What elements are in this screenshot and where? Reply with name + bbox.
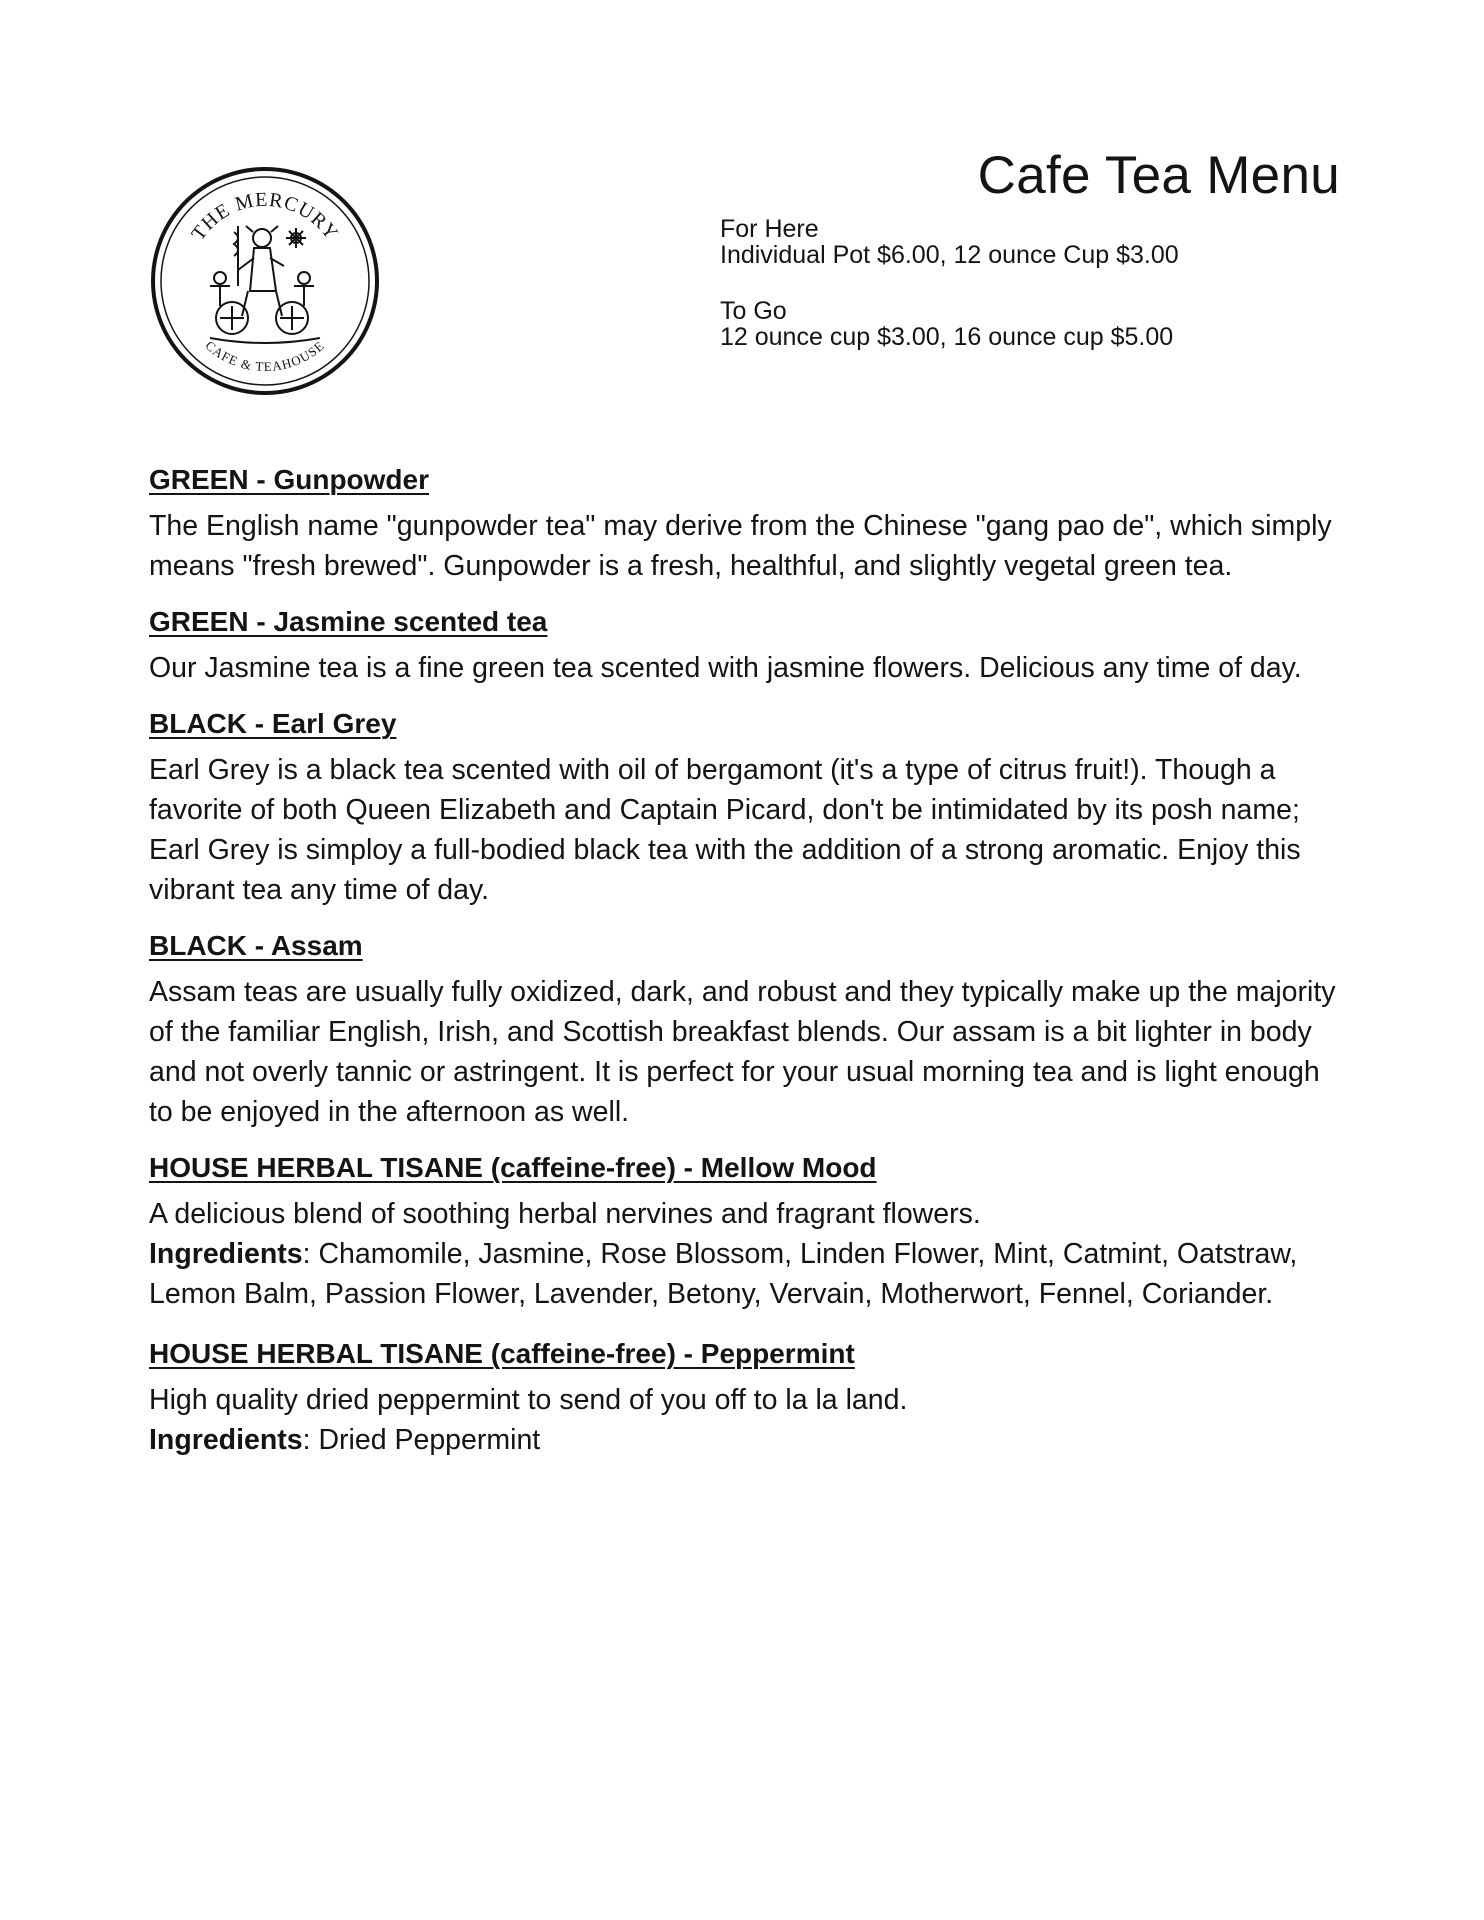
ingredients-list: : Chamomile, Jasmine, Rose Blossom, Linden Flower, Mint, Catmint, Oatstraw, Lemon Balm, Passion Flower, Lavender, Betony, Vervain, Motherwort, Fennel, Coriander.: [149, 1238, 1298, 1310]
tea-description: The English name "gunpowder tea" may derive from the Chinese "gang pao de", which simply means "fresh brewed". Gunpowder is a fresh, healthful, and slightly vegetal green tea.: [149, 510, 1332, 582]
tea-heading: BLACK - Earl Grey: [149, 708, 397, 739]
tea-menu-list: [149, 462, 1349, 1460]
ingredients-list: : Dried Peppermint: [302, 1424, 541, 1456]
tea-item-gunpowder: [149, 462, 1349, 586]
ingredients-label: Ingredients: [149, 1238, 303, 1270]
tea-heading: BLACK - Assam: [149, 930, 363, 961]
tea-description: Assam teas are usually fully oxidized, dark, and robust and they typically make up the majority of the familiar English, Irish, and Scottish breakfast blends. Our assam is a bit lighter in body and not overly tannic or astringent. It is perfect for your usual morning tea and is light enough to be enjoyed in the afternoon as well.: [149, 976, 1336, 1128]
tea-description: Our Jasmine tea is a fine green tea scented with jasmine flowers. Delicious any time of day.: [149, 652, 1302, 684]
tea-heading: GREEN - Gunpowder: [149, 464, 429, 495]
for-here-prices: Individual Pot $6.00, 12 ounce Cup $3.00: [720, 241, 1179, 269]
tea-item-earl-grey: [149, 706, 1349, 910]
tea-description-text: High quality dried peppermint to send of you off to la la land.: [149, 1384, 908, 1416]
tea-description: Earl Grey is a black tea scented with oil of bergamont (it's a type of citrus fruit!). Though a favorite of both Queen Elizabeth and Captain Picard, don't be intimidated by its posh name; Earl Grey is simploy a full-bodied black tea with the addition of a strong aromatic. Enjoy this vibrant tea any time of day.: [149, 754, 1301, 906]
to-go-prices: 12 ounce cup $3.00, 16 ounce cup $5.00: [720, 323, 1174, 351]
logo-top-text: THE MERCURY: [187, 188, 343, 245]
tea-heading: HOUSE HERBAL TISANE (caffeine-free) - Peppermint: [149, 1338, 855, 1369]
to-go-label: To Go: [720, 297, 787, 325]
tea-item-mellow-mood: [149, 1150, 1349, 1314]
page-title: Cafe Tea Menu: [977, 146, 1340, 205]
tea-item-jasmine: [149, 604, 1349, 688]
tea-description: [149, 1194, 1349, 1314]
tea-description: [149, 1380, 1349, 1460]
tea-item-peppermint: [149, 1336, 1349, 1460]
pricing-block: [720, 216, 1340, 350]
tea-item-assam: [149, 928, 1349, 1132]
tea-heading: GREEN - Jasmine scented tea: [149, 606, 548, 637]
tea-heading: HOUSE HERBAL TISANE (caffeine-free) - Mellow Mood: [149, 1152, 877, 1183]
logo-bottom-text: CAFE & TEAHOUSE: [202, 337, 328, 375]
mercury-figure-icon: [210, 226, 320, 343]
for-here-label: For Here: [720, 215, 819, 243]
mercury-logo: [150, 166, 380, 396]
tea-description-text: A delicious blend of soothing herbal nervines and fragrant flowers.: [149, 1198, 981, 1230]
ingredients-label: Ingredients: [149, 1424, 303, 1456]
